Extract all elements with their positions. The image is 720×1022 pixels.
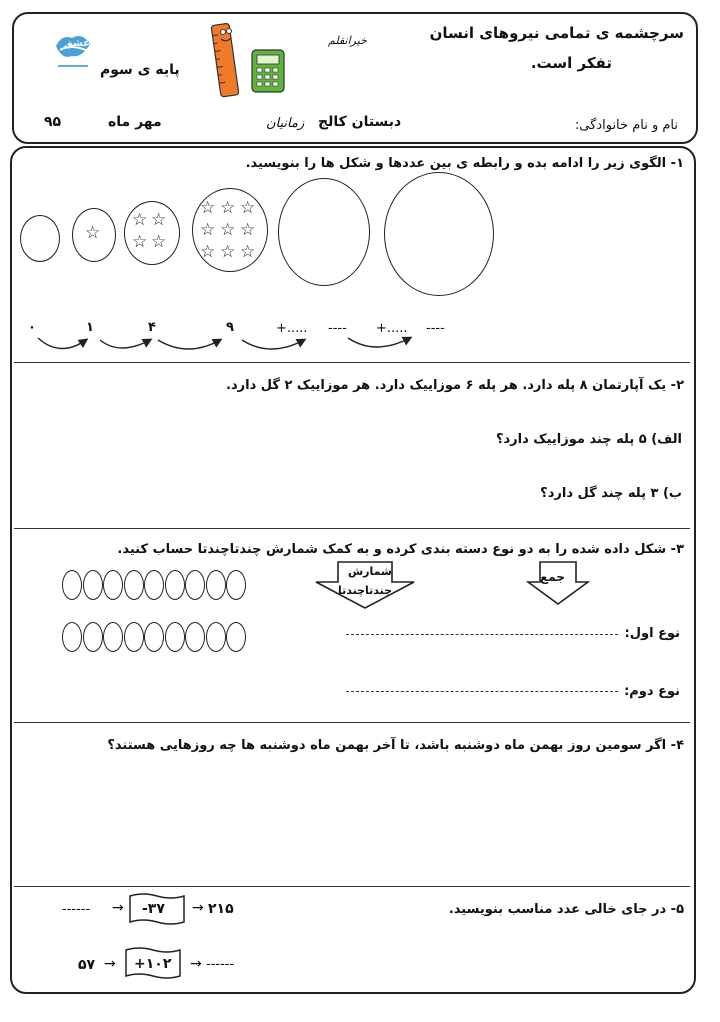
q1-prompt: ۱- الگوی زیر را ادامه بده و رابطه ی بین عددها و شکل ها را بنویسید. [245, 156, 684, 171]
arrow-icon [242, 340, 304, 349]
q5-prompt: ۵- در جای خالی عدد مناسب بنویسید. [448, 902, 684, 917]
q2-prompt: ۲- یک آپارتمان ۸ پله دارد. هر پله ۶ موزاییک دارد. هر موزاییک ۲ گل دارد. [226, 378, 684, 393]
arrow-icon: → [112, 900, 124, 916]
sequence-term-3: ۴ [148, 320, 156, 335]
quote-line1: سرچشمه ی تمامی نیروهای انسان [429, 24, 684, 42]
ring-shape [165, 622, 185, 652]
sequence-term-7: +..... [376, 321, 408, 336]
type1-answer-line[interactable] [346, 634, 618, 635]
quote-line2: تفکر است. [530, 54, 612, 72]
divider-3 [14, 722, 690, 723]
q3-prompt: ۳- شکل داده شده را به دو نوع دسته بندی کرده و به کمک شمارش چندتاچندتا حساب کنید. [117, 542, 684, 557]
sequence-term-4: ۹ [226, 320, 234, 335]
pattern-oval-1 [20, 215, 60, 262]
ring-shape [226, 570, 246, 600]
count-arrow-label-1: شمارش [348, 565, 392, 578]
ring-shape [62, 622, 82, 652]
ring-shape [165, 570, 185, 600]
ruler-illustration [210, 20, 242, 98]
arrow-icon [348, 338, 410, 347]
type2-label: نوع دوم: [624, 684, 680, 699]
sequence-term-2: ۱ [86, 320, 94, 335]
star-icon: ☆ [220, 220, 236, 240]
q5-row2-box-value: +۱۰۲ [134, 956, 172, 972]
ring-shape [185, 622, 205, 652]
star-icon: ☆ [200, 220, 216, 240]
q2-part-b: ب) ۳ پله چند گل دارد؟ [540, 486, 682, 501]
q5-row1-box-value: -۳۷ [142, 901, 165, 917]
sequence-term-1: ۰ [28, 320, 36, 335]
star-icon: ☆ [200, 198, 216, 218]
teacher-label: زمانیان [266, 116, 305, 131]
type2-answer-line[interactable] [346, 691, 618, 692]
ring-shape [206, 622, 226, 652]
arrow-icon [100, 340, 150, 348]
sequence-arrows [30, 330, 420, 360]
calculator-illustration [250, 48, 286, 94]
school-logo [52, 28, 94, 72]
ring-shape [83, 570, 103, 600]
divider-4 [14, 886, 690, 887]
arrow-icon [158, 340, 220, 349]
arrow-icon: → [104, 956, 116, 972]
handwriting-note: خیرانقلم [328, 34, 367, 47]
year-label: ۹۵ [44, 114, 62, 130]
type1-label: نوع اول: [624, 626, 680, 641]
pattern-oval-6 [384, 172, 494, 296]
month-label: مهر ماه [108, 114, 162, 130]
q4-prompt: ۴- اگر سومین روز بهمن ماه دوشنبه باشد، تا آخر بهمن ماه دوشنبه ها چه روزهایی هستند؟ [107, 738, 684, 753]
q5-row1-right: ۲۱۵ [208, 901, 234, 917]
ring-shape [144, 622, 164, 652]
arrow-icon: → [192, 900, 204, 916]
star-icon: ☆ [151, 210, 167, 230]
star-icon: ☆ [240, 198, 256, 218]
sum-arrow-label: جمع [540, 570, 565, 584]
q5-row1-left: ------ [62, 902, 91, 917]
sequence-term-8: ---- [426, 321, 445, 336]
ring-shape [62, 570, 82, 600]
star-icon: ☆ [132, 210, 148, 230]
star-icon: ☆ [132, 232, 148, 252]
name-label: نام و نام خانوادگی: [574, 118, 678, 133]
sequence-term-5: +..... [276, 321, 308, 336]
ring-shape [226, 622, 246, 652]
pattern-oval-5 [278, 178, 370, 286]
arrow-icon: → [190, 956, 202, 972]
star-icon: ☆ [240, 242, 256, 262]
q5-row2-left: ۵۷ [78, 957, 96, 973]
school-label: دبستان کالج [318, 114, 402, 130]
star-icon: ☆ [240, 220, 256, 240]
ring-grid [62, 570, 252, 654]
divider-2 [14, 528, 690, 529]
star-icon: ☆ [220, 198, 236, 218]
grade-label: پایه ی سوم [100, 62, 180, 78]
star-icon: ☆ [220, 242, 236, 262]
sequence-term-6: ---- [328, 321, 347, 336]
q5-row2-right: ------ [206, 957, 235, 972]
star-icon: ☆ [151, 232, 167, 252]
ring-shape [103, 622, 123, 652]
ring-shape [206, 570, 226, 600]
logo-text: عشق [64, 38, 91, 49]
ring-shape [185, 570, 205, 600]
star-icon: ☆ [85, 223, 101, 243]
divider-1 [14, 362, 690, 363]
count-arrow-label-2: چندتاچندتا [338, 584, 393, 597]
arrow-icon [38, 338, 86, 349]
ring-shape [124, 622, 144, 652]
q2-part-a: الف) ۵ پله چند موزاییک دارد؟ [495, 432, 682, 447]
ring-shape [144, 570, 164, 600]
ring-shape [83, 622, 103, 652]
ring-shape [124, 570, 144, 600]
star-icon: ☆ [200, 242, 216, 262]
ring-shape [103, 570, 123, 600]
